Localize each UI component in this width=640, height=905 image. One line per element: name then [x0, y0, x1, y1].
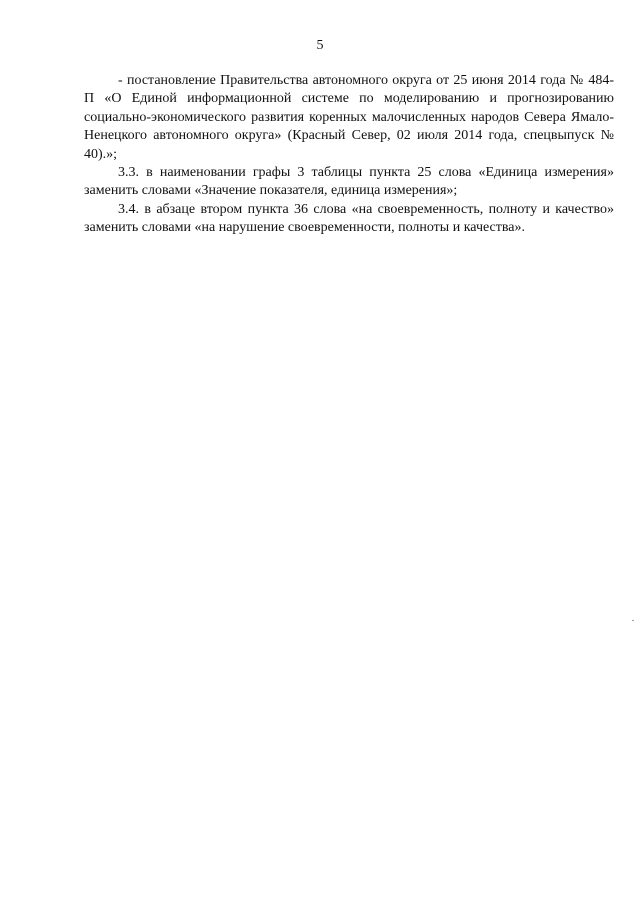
paragraph-3-4: 3.4. в абзаце втором пункта 36 слова «на своевременность, полноту и качество» заменить словами «на нарушение своевременности, полноты и качества».: [84, 201, 614, 236]
paragraph-3-3: 3.3. в наименовании графы 3 таблицы пункта 25 слова «Единица измерения» заменить словами «Значение показателя, единица измерения»;: [84, 165, 614, 199]
page-number: 5: [316, 38, 324, 53]
scan-artifact-mark: [632, 620, 634, 621]
paragraph-resolution-reference: - постановление Правительства автономного округа от 25 июня 2014 года № 484-П «О Единой информационной системе по моделированию и прогнозированию социально-экономического развития коренных малочисленных народов Севера Ямало-Ненецкого автономного округа» (Красный Север, 02 июля 2014 года, спецвыпуск № 40).»;: [84, 73, 614, 162]
document-body: [84, 72, 614, 238]
